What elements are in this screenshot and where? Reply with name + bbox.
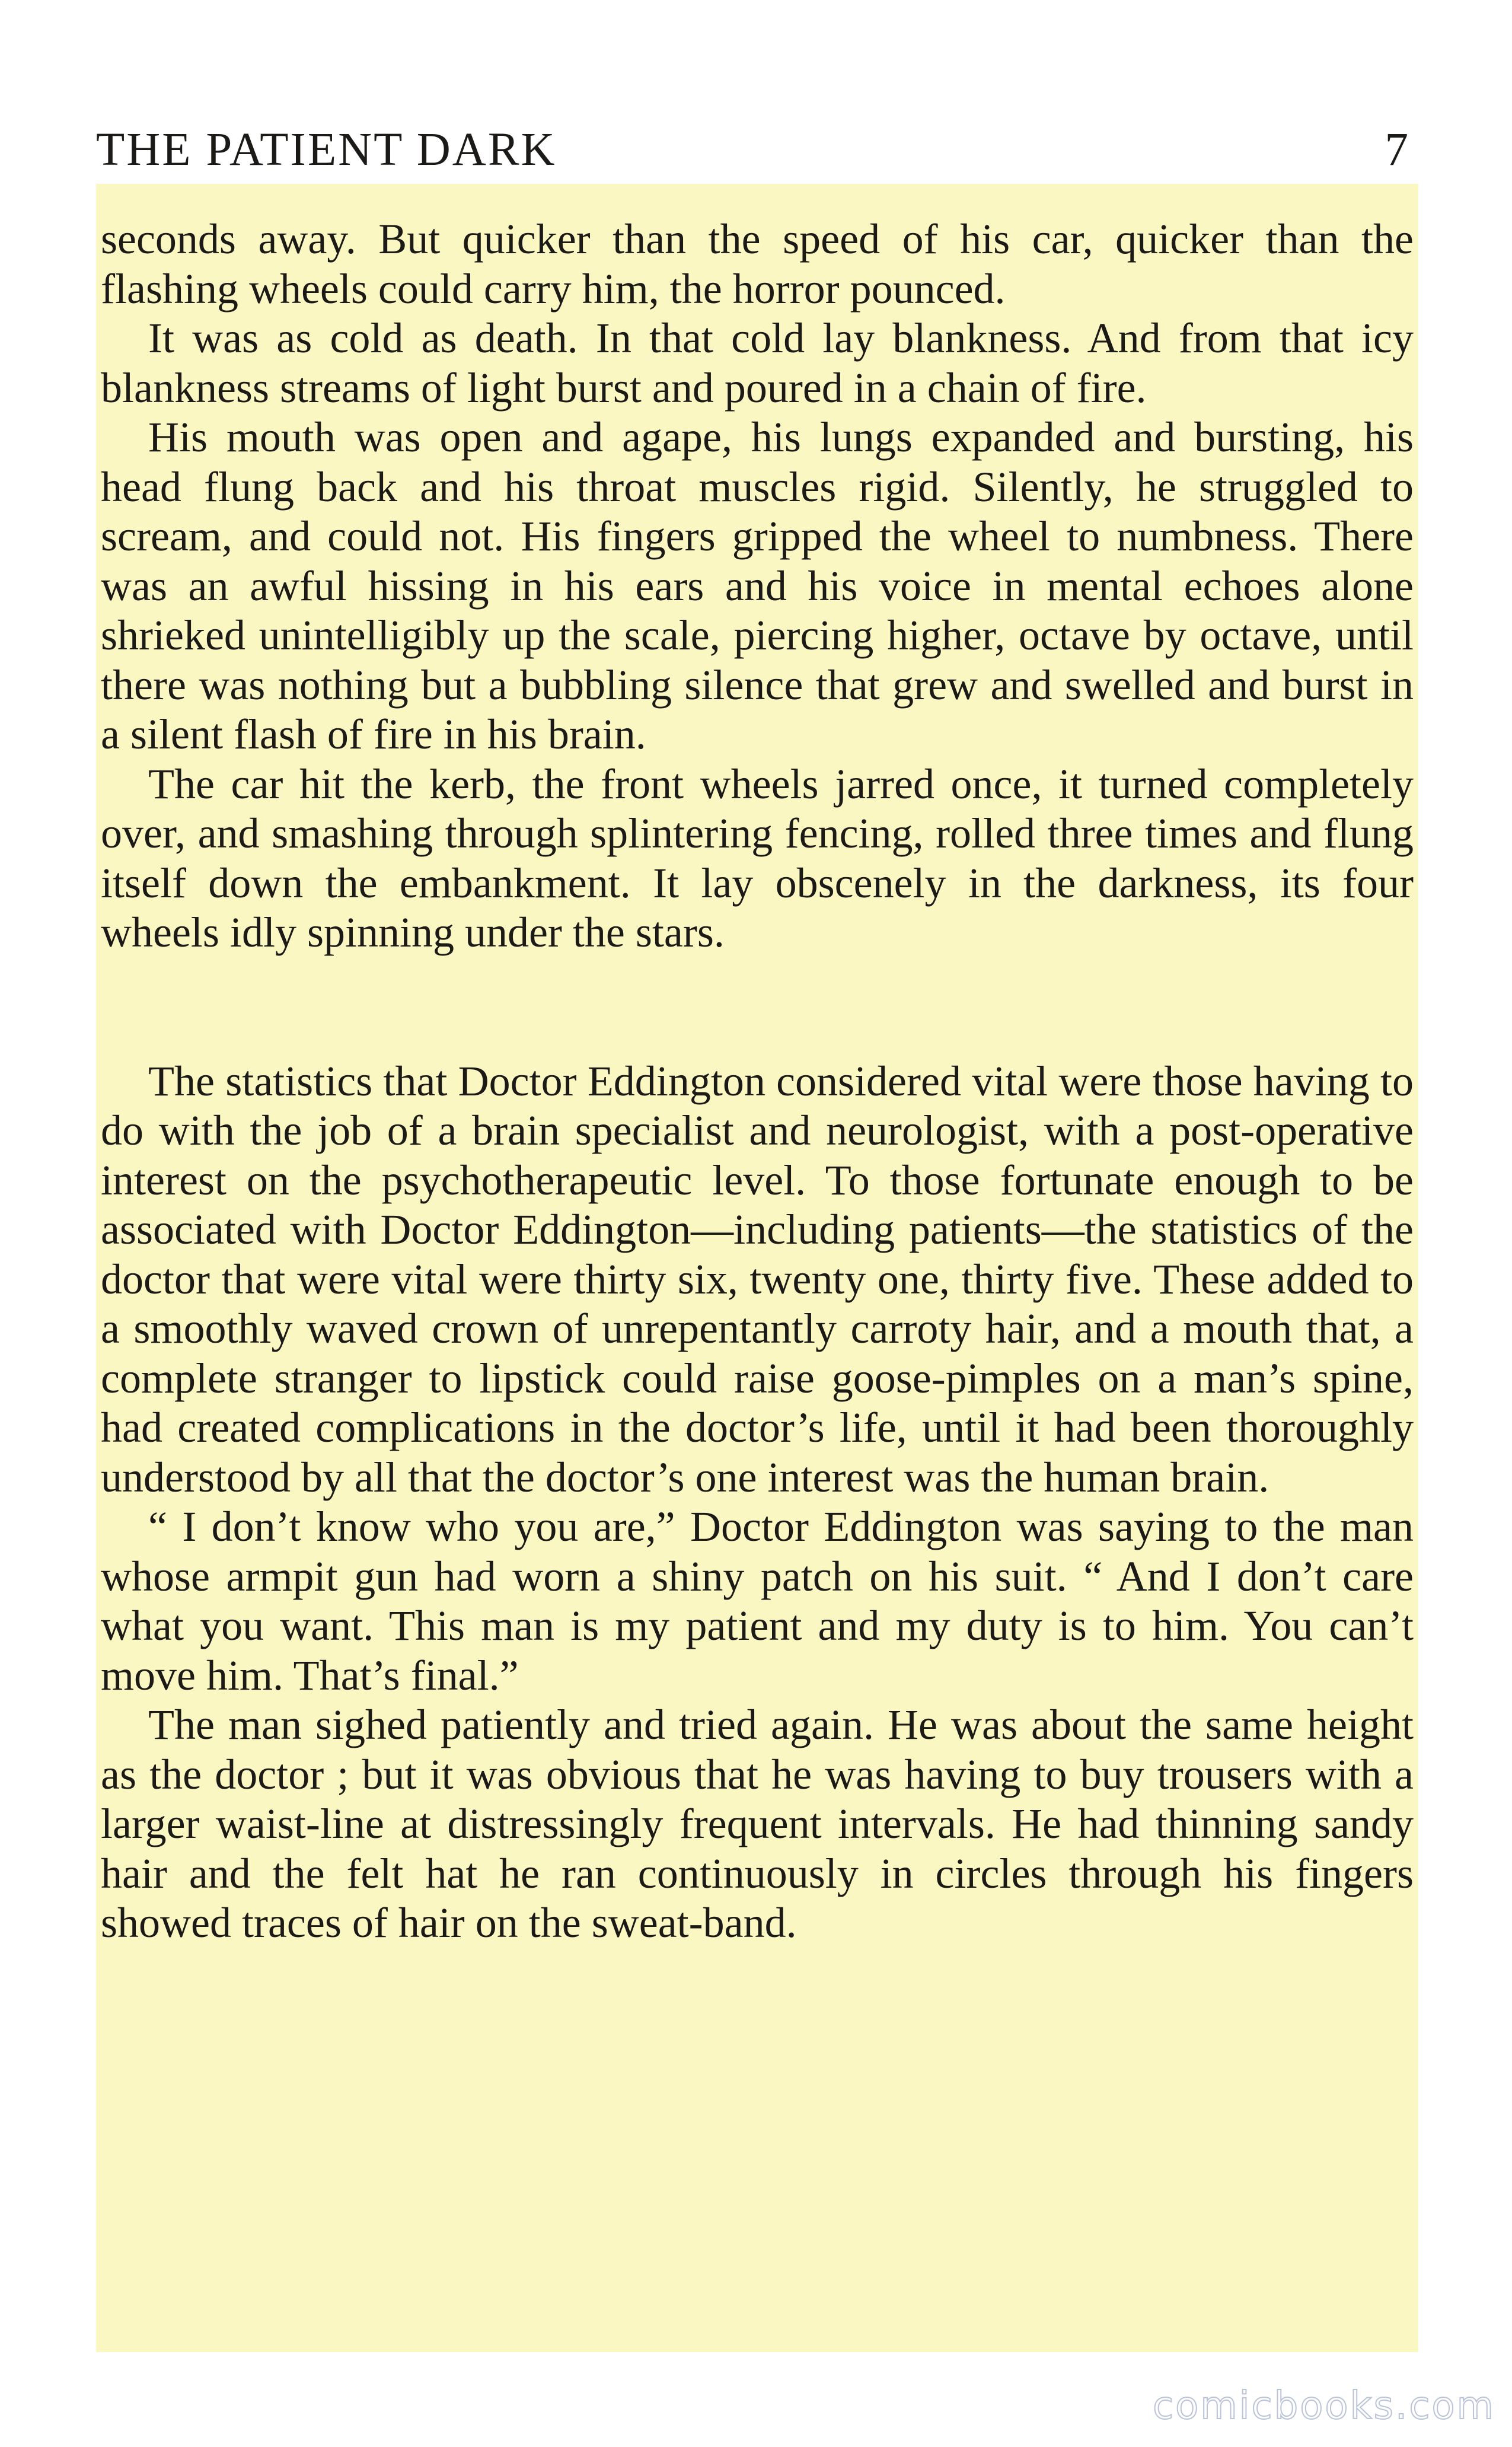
body-text (101, 215, 1414, 1948)
watermark: comicbooks.com (1152, 2384, 1495, 2428)
paragraph: The statistics that Doctor Eddington considered vital were those having to do with the job of a brain specialist and neurologist, with a post-operative interest on the psychotherapeutic level. To those fortunate enough to be associated with Doctor Eddington—including patients—the statistics of the doctor that were vital were thirty six, twenty one, thirty five. These added to a smoothly waved crown of unrepentantly carroty hair, and a mouth that, a complete stranger to lipstick could raise goose-pimples on a man’s spine, had created complications in the doctor’s life, until it had been thoroughly understood by all that the doctor’s one interest was the human brain. (101, 1057, 1414, 1501)
page-number: 7 (1385, 124, 1409, 176)
paragraph: His mouth was open and agape, his lungs expanded and bursting, his head flung back and his throat muscles rigid. Silently, he struggled to scream, and could not. His fingers gripped the wheel to numbness. There was an awful hissing in his ears and his voice in mental echoes alone shrieked unintelligibly up the scale, piercing higher, octave by octave, until there was nothing but a bubbling silence that grew and swelled and burst in a silent flash of fire in his brain. (101, 413, 1414, 758)
text-block (96, 184, 1418, 2352)
paragraph: The car hit the kerb, the front wheels jarred once, it turned completely over, and smashing through splintering fencing, rolled three times and flung itself down the embankment. It lay obscenely in the darkness, its four wheels idly spinning under the stars. (101, 760, 1414, 956)
section-break (101, 958, 1414, 1057)
paragraph: It was as cold as death. In that cold lay blankness. And from that icy blankness streams of light burst and poured in a chain of fire. (101, 314, 1414, 412)
paragraph: seconds away. But quicker than the speed of his car, quicker than the flashing wheels could carry him, the horror pounced. (101, 215, 1414, 313)
running-head (96, 111, 1409, 177)
paragraph: The man sighed patiently and tried again. He was about the same height as the doctor ; but it was obvious that he was having to buy trousers with a larger waist-line at distressingly frequent intervals. He had thinning sandy hair and the felt hat he ran continuously in circles through his fingers showed traces of hair on the sweat-band. (101, 1701, 1414, 1946)
running-title: THE PATIENT DARK (96, 124, 557, 176)
paragraph: “ I don’t know who you are,” Doctor Eddington was saying to the man whose armpit gun had worn a shiny patch on his suit. “ And I don’t care what you want. This man is my patient and my duty is to him. You can’t move him. That’s final.” (101, 1503, 1414, 1699)
